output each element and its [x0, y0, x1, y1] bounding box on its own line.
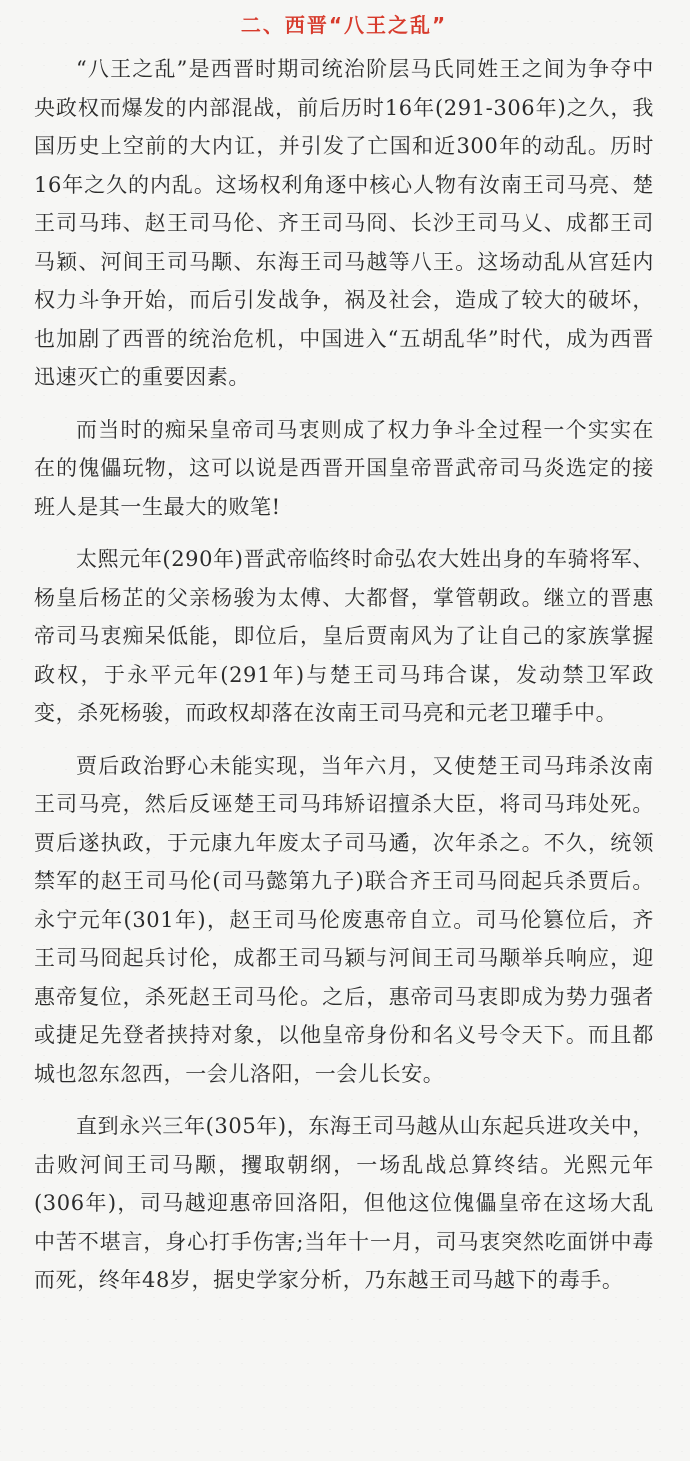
- section-title: 二、西晋“八王之乱”: [240, 13, 448, 37]
- paragraph-5: 直到永兴三年(305年)，东海王司马越从山东起兵进攻关中，击败河间王司马颙，攫取朝纲，一场乱战总算终结。光熙元年(306年)，司马越迎惠帝回洛阳，但他这位傀儡皇帝在这场大乱中苦不堪言，身心打手伤害;当年十一月，司马衷突然吃面饼中毒而死，终年48岁，据史学家分析，乃东越王司马越下的毒手。: [34, 1114, 654, 1292]
- paragraph-3: 太熙元年(290年)晋武帝临终时命弘农大姓出身的车骑将军、杨皇后杨芷的父亲杨骏为太傅、大都督，掌管朝政。继立的晋惠帝司马衷痴呆低能，即位后，皇后贾南风为了让自己的家族掌握政权，于永平元年(291年)与楚王司马玮合谋，发动禁卫军政变，杀死杨骏，而政权却落在汝南王司马亮和元老卫瓘手中。: [34, 547, 654, 725]
- paragraph-1: “八王之乱”是西晋时期司统治阶层马氏同姓王之间为争夺中央政权而爆发的内部混战，前后历时16年(291-306年)之久，我国历史上空前的大内讧，并引发了亡国和近300年的动乱。历时16年之久的内乱。这场权利角逐中核心人物有汝南王司马亮、楚王司马玮、赵王司马伦、齐王司马冏、长沙王司马乂、成都王司马颖、河间王司马颙、东海王司马越等八王。这场动乱从宫廷内权力斗争开始，而后引发战争，祸及社会，造成了较大的破坏，也加剧了西晋的统治危机，中国进入“五胡乱华”时代，成为西晋迅速灭亡的重要因素。: [34, 57, 654, 389]
- paragraph-4: 贾后政治野心未能实现，当年六月，又使楚王司马玮杀汝南王司马亮，然后反诬楚王司马玮矫诏擅杀大臣，将司马玮处死。贾后遂执政，于元康九年废太子司马遹，次年杀之。不久，统领禁军的赵王司马伦(司马懿第九子)联合齐王司马冏起兵杀贾后。永宁元年(301年)，赵王司马伦废惠帝自立。司马伦篡位后，齐王司马冏起兵讨伦，成都王司马颖与河间王司马颙举兵响应，迎惠帝复位，杀死赵王司马伦。之后，惠帝司马衷即成为势力强者或捷足先登者挟持对象，以他皇帝身份和名义号令天下。而且都城也忽东忽西，一会儿洛阳，一会儿长安。: [34, 753, 654, 1086]
- paragraph-2: 而当时的痴呆皇帝司马衷则成了权力争斗全过程一个实实在在的傀儡玩物，这可以说是西晋开国皇帝晋武帝司马炎选定的接班人是其一生最大的败笔!: [34, 417, 654, 519]
